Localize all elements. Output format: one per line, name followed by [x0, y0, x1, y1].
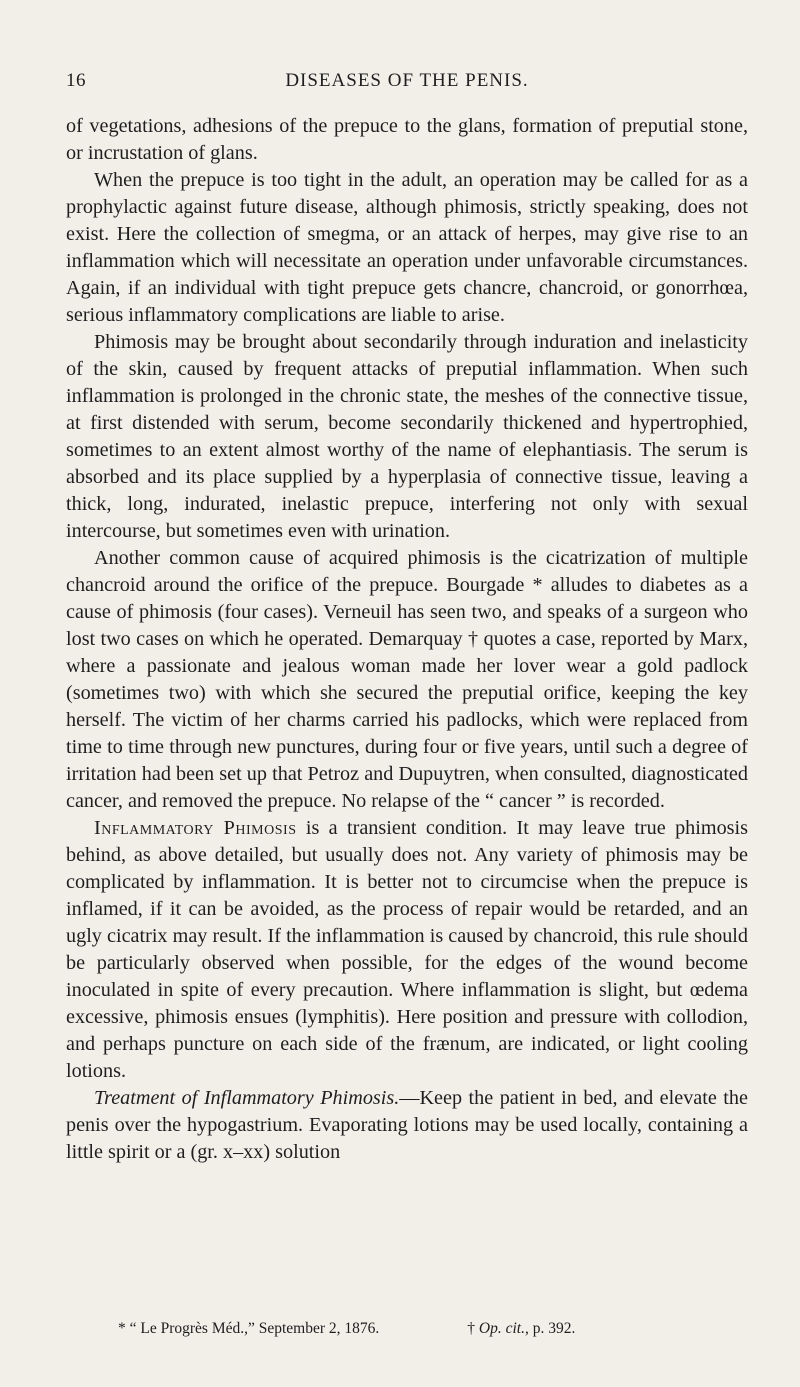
- inflammatory-text: is a transient condition. It may leave true phimosis behind, as above detailed, but usually does not. Any variety of phimosis may be complicated by inflammation. It is better not to circumcise when the prepuce is inflamed, if it can be avoided, as the process of repair would be retarded, and an ugly cicatrix may result. If the inflammation is caused by chancroid, this rule should be particularly observed when possible, for the edges of the wound become inoculated in spite of every precaution. Where inflammation is slight, but œdema excessive, phimosis ensues (lymphitis). Here position and pressure with collodion, and perhaps puncture on each side of the frænum, are indicated, or light cooling lotions.: [66, 817, 748, 1082]
- page-header: [66, 70, 748, 96]
- paragraph-treatment: [66, 1085, 748, 1166]
- page-body: [66, 113, 748, 1166]
- paragraph-tight-prepuce: When the prepuce is too tight in the adult, an operation may be called for as a prophylactic against future disease, although phimosis, strictly speaking, does not exist. Here the collection of smegma, or an attack of herpes, may give rise to an inflammation which will necessitate an operation under unfavorable circumstances. Again, if an individual with tight prepuce gets chancre, chancroid, or gonorrhœa, serious inflammatory complications are liable to arise.: [66, 169, 748, 326]
- section-heading-inflammatory: Inflammatory Phimosis: [94, 817, 297, 839]
- paragraph-inflammatory-phimosis: [66, 815, 748, 1085]
- footnote-2-mark: †: [467, 1320, 479, 1337]
- paragraph-acquired-phimosis: Another common cause of acquired phimosis is the cicatrization of multiple chancroid around the orifice of the prepuce. Bourgade * alludes to diabetes as a cause of phimosis (four cases). Verneuil has seen two, and speaks of a surgeon who lost two cases on which he operated. Demarquay † quotes a case, reported by Marx, where a passionate and jealous woman made her lover wear a gold padlock (sometimes two) with which she secured the preputial orifice, keeping the key herself. The victim of her charms carried his padlocks, which were replaced from time to time through new punctures, during four or five years, until such a degree of irritation had been set up that Petroz and Dupuytren, when consulted, diagnosticated cancer, and removed the prepuce. No relapse of the “ cancer ” is recorded.: [66, 547, 748, 812]
- page-number: 16: [66, 70, 86, 91]
- running-title: DISEASES OF THE PENIS.: [285, 70, 529, 91]
- footnote-2-ref: Op. cit.: [478, 1320, 525, 1337]
- section-heading-treatment: Treatment of Inflammatory Phimosis.: [94, 1087, 400, 1109]
- footnote-1: * “ Le Progrès Méd.,” September 2, 1876.: [118, 1320, 380, 1337]
- treatment-text: —Keep the patient in bed, and elevate the penis over the hypogastrium. Evaporating lotions may be used locally, containing a little spirit or a (gr. x–xx) solution: [66, 1087, 748, 1163]
- footnotes: [66, 1319, 748, 1339]
- paragraph-secondary-phimosis: Phimosis may be brought about secondarily through induration and inelasticity of the skin, caused by frequent attacks of preputial inflammation. When such inflammation is prolonged in the chronic state, the meshes of the connective tissue, at first distended with serum, become secondarily thickened and hypertrophied, sometimes to an extent almost worthy of the name of elephantiasis. The serum is absorbed and its place supplied by a hyperplasia of connective tissue, leaving a thick, long, indurated, inelastic prepuce, interfering not only with sexual intercourse, but sometimes even with urination.: [66, 331, 748, 542]
- footnote-2-rest: , p. 392.: [524, 1320, 576, 1337]
- footnote-2: [467, 1320, 575, 1337]
- paragraph-continuation: of vegetations, adhesions of the prepuce to the glans, formation of preputial stone, or incrustation of glans.: [66, 115, 748, 164]
